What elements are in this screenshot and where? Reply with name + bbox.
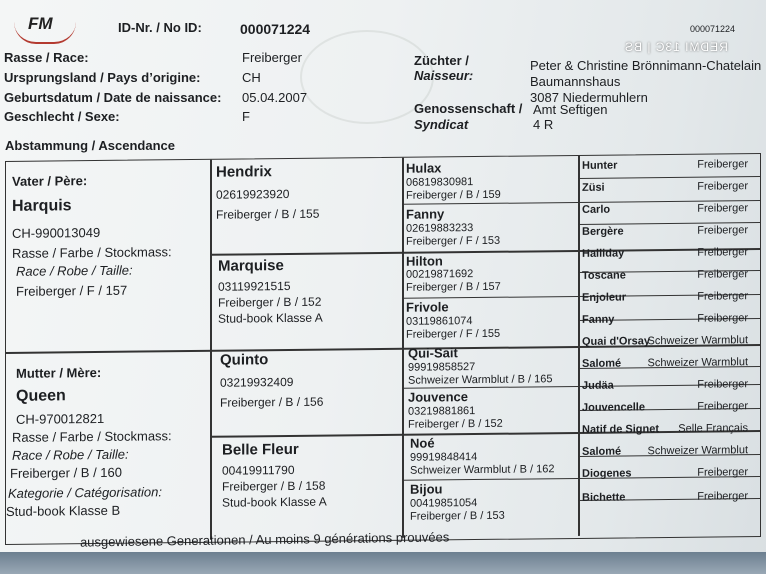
dam-name: Queen <box>16 387 66 405</box>
gen3-id: 00419851054 <box>410 497 478 510</box>
gen4-name: Bichette <box>582 491 626 504</box>
desk-edge <box>0 552 766 574</box>
gen4-row <box>578 244 758 268</box>
gen2-id: 00419911790 <box>222 462 295 478</box>
gen3-details: Schweizer Warmblut / B / 165 <box>408 373 553 387</box>
sire-race-label-2: Race / Robe / Taille: <box>16 262 133 279</box>
syndicate-label-2: Syndicat <box>414 117 469 132</box>
gen4-row <box>578 310 758 334</box>
gen3-id: 03219881861 <box>408 405 476 418</box>
gen4-row <box>578 442 758 466</box>
gen4-breed: Freiberger <box>697 490 748 503</box>
gen3-id: 00219871692 <box>406 268 474 281</box>
sire-label: Vater / Père: <box>12 173 88 189</box>
gen4-row <box>578 376 758 400</box>
ancestry-title: Abstammung / Ascendance <box>5 138 176 153</box>
dam-race-label-2: Race / Robe / Taille: <box>12 446 129 463</box>
gen3-name: Jouvence <box>408 389 468 405</box>
gen4-row <box>578 464 758 488</box>
gen3-id: 03119861074 <box>406 315 473 328</box>
gen4-name: Fanny <box>582 313 615 326</box>
gen2-details: Freiberger / B / 152 <box>218 294 322 310</box>
gen3-details: Schweizer Warmblut / B / 162 <box>410 463 555 477</box>
origin-value: CH <box>242 70 261 85</box>
syndicate-line-1: Amt Seftigen <box>533 102 608 117</box>
gen4-breed: Freiberger <box>697 290 748 303</box>
gen4-name: Halliday <box>582 247 625 260</box>
gen4-breed: Freiberger <box>697 378 748 391</box>
syndicate-label-1: Genossenschaft / <box>414 101 523 116</box>
sex-label: Geschlecht / Sexe: <box>4 109 120 124</box>
gen2-details: Freiberger / B / 155 <box>216 206 320 222</box>
origin-label: Ursprungsland / Pays d’origine: <box>4 70 201 85</box>
gen4-breed: Freiberger <box>697 312 748 325</box>
gen4-breed: Freiberger <box>697 158 748 171</box>
sire-details: Freiberger / F / 157 <box>16 282 128 299</box>
gen2-id: 03119921515 <box>218 278 291 294</box>
gen4-breed: Freiberger <box>697 466 748 479</box>
gen4-name: Hunter <box>582 159 618 172</box>
gen4-row <box>578 178 758 202</box>
gen2-extra: Stud-book Klasse A <box>218 310 323 326</box>
dam-category-label: Kategorie / Catégorisation: <box>8 484 162 501</box>
breeder-label-2: Naisseur: <box>414 68 474 83</box>
sex-value: F <box>242 109 250 124</box>
gen4-breed: Freiberger <box>697 180 748 193</box>
breeder-label-1: Züchter / <box>414 53 469 68</box>
gen3-details: Freiberger / B / 152 <box>408 417 503 431</box>
gen2-name: Hendrix <box>216 163 272 181</box>
gen4-row <box>578 420 758 444</box>
gen3-details: Freiberger / F / 155 <box>406 327 501 341</box>
generations-footer: ausgewiesene Generationen / Au moins 9 générations prouvées <box>79 529 450 550</box>
gen3-id: 06819830981 <box>406 176 474 189</box>
gen3-name: Bijou <box>410 481 443 497</box>
gen3-details: Freiberger / F / 153 <box>406 234 501 248</box>
sire-race-label-1: Rasse / Farbe / Stockmass: <box>12 244 172 261</box>
gen3-name: Noé <box>410 435 435 451</box>
dam-id: CH-970012821 <box>16 410 105 427</box>
gen4-row <box>578 354 758 378</box>
gen4-name: Enjoleur <box>582 291 627 304</box>
gen4-name: Salomé <box>582 445 622 458</box>
gen4-row <box>578 266 758 290</box>
gen4-row <box>578 288 758 312</box>
dam-category-value: Stud-book Klasse B <box>6 502 121 519</box>
gen4-breed: Freiberger <box>697 246 748 259</box>
breeder-line-2: Baumannshaus <box>530 74 621 89</box>
id-value: 000071224 <box>240 21 311 37</box>
gen4-name: Bergère <box>582 225 624 238</box>
breeder-line-3: 3087 Niedermuhlern <box>530 90 648 105</box>
gen3-id: 02619883233 <box>406 222 474 235</box>
breeder-line-1: Peter & Christine Brönnimann-Chatelain <box>530 58 762 73</box>
gen4-name: Judäa <box>582 379 614 392</box>
gen3-details: Freiberger / B / 157 <box>406 280 501 294</box>
race-value: Freiberger <box>242 50 302 65</box>
gen4-breed: Freiberger <box>697 400 748 413</box>
gen3-name: Hilton <box>406 253 443 269</box>
gen3-id: 99919858527 <box>408 361 476 374</box>
gen4-breed: Freiberger <box>697 202 748 215</box>
gen4-name: Natif de Signet <box>582 423 660 436</box>
gen4-name: Jouvencelle <box>582 401 645 414</box>
gen4-row <box>578 156 758 180</box>
gen3-id: 99919848414 <box>410 451 478 464</box>
sire-name: Harquis <box>12 197 72 215</box>
gen4-breed: Freiberger <box>697 268 748 281</box>
dam-details: Freiberger / B / 160 <box>10 464 122 481</box>
gen4-breed: Schweizer Warmblut <box>647 356 748 370</box>
birth-value: 05.04.2007 <box>242 90 308 105</box>
gen2-id: 03219932409 <box>220 374 294 390</box>
gen2-id: 02619923920 <box>216 186 290 202</box>
gen4-name: Toscane <box>582 269 626 282</box>
gen3-name: Hulax <box>406 160 442 176</box>
fm-logo: FM <box>28 14 53 33</box>
birth-label: Geburtsdatum / Date de naissance: <box>4 90 222 105</box>
gen2-name: Marquise <box>218 257 284 275</box>
gen2-name: Belle Fleur <box>222 440 299 459</box>
gen4-breed: Selle Français <box>678 422 748 435</box>
gen2-extra: Stud-book Klasse A <box>222 494 327 510</box>
gen2-details: Freiberger / B / 156 <box>220 394 324 410</box>
gen2-name: Quinto <box>220 351 269 369</box>
gen4-row <box>578 200 758 224</box>
syndicate-line-2: 4 R <box>533 117 554 132</box>
gen4-row <box>578 332 758 356</box>
gen4-name: Züsi <box>582 181 605 194</box>
gen3-name: Fanny <box>406 206 445 222</box>
gen4-name: Carlo <box>582 203 611 216</box>
gen4-breed: Schweizer Warmblut <box>647 334 748 348</box>
gen4-row <box>578 222 758 246</box>
gen3-details: Freiberger / B / 153 <box>410 509 505 523</box>
id-label: ID-Nr. / No ID: <box>118 20 202 35</box>
camera-watermark: REDMI 13C | BS <box>624 40 728 54</box>
sire-id: CH-990013049 <box>12 224 101 241</box>
gen4-breed: Schweizer Warmblut <box>647 444 748 458</box>
gen3-name: Frivole <box>406 299 449 315</box>
dam-label: Mutter / Mère: <box>16 364 102 381</box>
dam-race-label-1: Rasse / Farbe / Stockmass: <box>12 428 172 445</box>
gen4-row <box>578 398 758 422</box>
pedigree-table <box>5 153 761 545</box>
gen4-name: Salomé <box>582 357 622 370</box>
gen2-details: Freiberger / B / 158 <box>222 478 326 494</box>
race-label: Rasse / Race: <box>4 50 89 65</box>
gen4-row <box>578 488 758 512</box>
gen4-name: Diogenes <box>582 467 632 480</box>
gen4-breed: Freiberger <box>697 224 748 237</box>
gen4-name: Quai d'Orsay <box>582 335 651 348</box>
gen3-name: Qui-Sait <box>408 345 458 361</box>
corner-id: 000071224 <box>690 24 736 34</box>
gen3-details: Freiberger / B / 159 <box>406 188 501 202</box>
